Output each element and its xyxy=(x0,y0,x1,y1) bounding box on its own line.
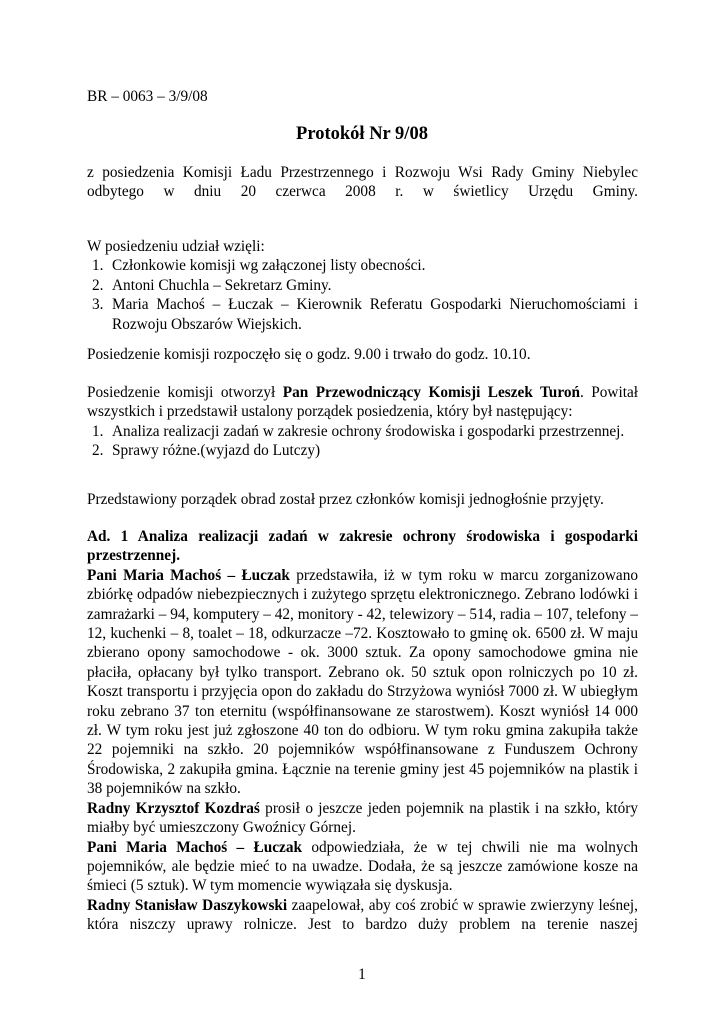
list-item-number: 3. xyxy=(92,296,104,314)
list-item-text: Antoni Chuchla – Sekretarz Gminy. xyxy=(112,276,332,294)
attendance-list xyxy=(87,256,638,334)
paragraph-text: odpowiedziała, że w tej chwili nie ma wolnych pojemników, ale będzie mieć to na uwadze. Dodała, że są jeszcze zamówione kosze na śmieci (5 sztuk). W tym momencie wywiązała się dyskusja. xyxy=(87,838,638,895)
list-item-text: Sprawy różne.(wyjazd do Lutczy) xyxy=(112,442,321,460)
list-item-number: 2. xyxy=(92,442,104,460)
list-item xyxy=(87,295,638,334)
page-number: 1 xyxy=(358,966,366,983)
speaker-name: Pani Maria Machoś – Łuczak xyxy=(87,838,302,856)
speaker-name: Radny Stanisław Daszykowski xyxy=(87,896,288,914)
paragraph-text: zaapelował, aby coś zrobić w sprawie zwierzyny leśnej, która niszczy uprawy rolnicze. Jest to bardzo duży problem na terenie naszej xyxy=(87,896,638,934)
section-1 xyxy=(87,527,638,935)
section-1-paragraph-1 xyxy=(87,566,638,799)
section-1-paragraph-4 xyxy=(87,896,638,935)
document-reference: BR – 0063 – 3/9/08 xyxy=(87,88,208,105)
paragraph-text: przedstawiła, iż w tym roku w marcu zorganizowano zbiórkę odpadów niebezpiecznych i zużytego sprzętu elektronicznego. Zebrano lodówki i zamrażarki – 94, komputery – 42, monitory - 42, telewizory – 514, radia – 107, telefony – 12, kuchenki – 8, toalet – 18, odkurzacze –72. Kosztowało to gminę ok. 6500 zł. W maju zbierano opony samochodowe - ok. 3000 sztuk. Za opony samochodowe gmina nie płaciła, opłacany był tylko transport. Zebrano ok. 50 sztuk opon rolniczych po 10 zł. Koszt transportu i przyjęcia opon do zakładu do Strzyżowa wyniósł 7000 zł. W ubiegłym roku zebrano 37 ton eternitu (współfinansowane ze starostwem). Koszt wyniósł 14 000 zł. W tym roku jest już zgłoszone 40 ton do odbioru. W tym roku gmina zakupiła także 22 pojemniki na szkło. 20 pojemników współfinansowane z Funduszem Ochrony Środowiska, 2 zakupiła gmina. Łącznie na terenie gminy jest 45 pojemników na plastik i 38 pojemników na szkło. xyxy=(87,566,638,798)
list-item-number: 1. xyxy=(92,422,104,440)
attendance-section xyxy=(87,237,638,334)
list-item xyxy=(87,422,638,441)
agenda-list xyxy=(87,422,638,461)
section-1-paragraph-2 xyxy=(87,799,638,838)
list-item xyxy=(87,441,638,460)
list-item-number: 1. xyxy=(92,257,104,275)
opening-post: . Powitał wszystkich i przedstawił ustalony porządek posiedzenia, który był następujący: xyxy=(87,384,639,421)
attendance-heading: W posiedzeniu udział wzięli: xyxy=(87,238,265,255)
speaker-name: Radny Krzysztof Kozdraś xyxy=(87,799,260,817)
section-1-paragraph-3 xyxy=(87,838,638,896)
agenda-accepted-paragraph: Przedstawiony porządek obrad został przez członków komisji jednogłośnie przyjęty. xyxy=(87,491,604,508)
chair-name: Pan Przewodniczący Komisji Leszek Turoń xyxy=(282,384,580,401)
document-title: Protokół Nr 9/08 xyxy=(296,124,428,144)
start-time-paragraph: Posiedzenie komisji rozpoczęło się o godz. 9.00 i trwało do godz. 10.10. xyxy=(87,346,531,363)
list-item-number: 2. xyxy=(92,276,104,294)
opening-section xyxy=(87,383,638,461)
list-item-text: Analiza realizacji zadań w zakresie ochrony środowiska i gospodarki przestrzennej. xyxy=(112,422,625,440)
intro-paragraph xyxy=(87,163,638,202)
opening-pre: Posiedzenie komisji otworzył xyxy=(87,384,283,401)
list-item xyxy=(87,256,638,275)
paragraph-text: prosił o jeszcze jeden pojemnik na plastik i na szkło, który miałby być umieszczony Gwoźnicy Górnej. xyxy=(87,799,638,837)
section-1-heading: Ad. 1 Analiza realizacji zadań w zakresie ochrony środowiska i gospodarki przestrzennej. xyxy=(87,528,638,565)
list-item-text: Maria Machoś – Łuczak – Kierownik Referatu Gospodarki Nieruchomościami i Rozwoju Obszarów Wiejskich. xyxy=(112,296,638,333)
list-item xyxy=(87,276,638,295)
intro-text: z posiedzenia Komisji Ładu Przestrzennego i Rozwoju Wsi Rady Gminy Niebylec odbytego w dniu 20 czerwca 2008 r. w świetlicy Urzędu Gminy. xyxy=(87,164,638,201)
list-item-text: Członkowie komisji wg załączonej listy obecności. xyxy=(112,257,426,275)
speaker-name: Pani Maria Machoś – Łuczak xyxy=(87,566,290,584)
opening-paragraph xyxy=(87,383,638,422)
